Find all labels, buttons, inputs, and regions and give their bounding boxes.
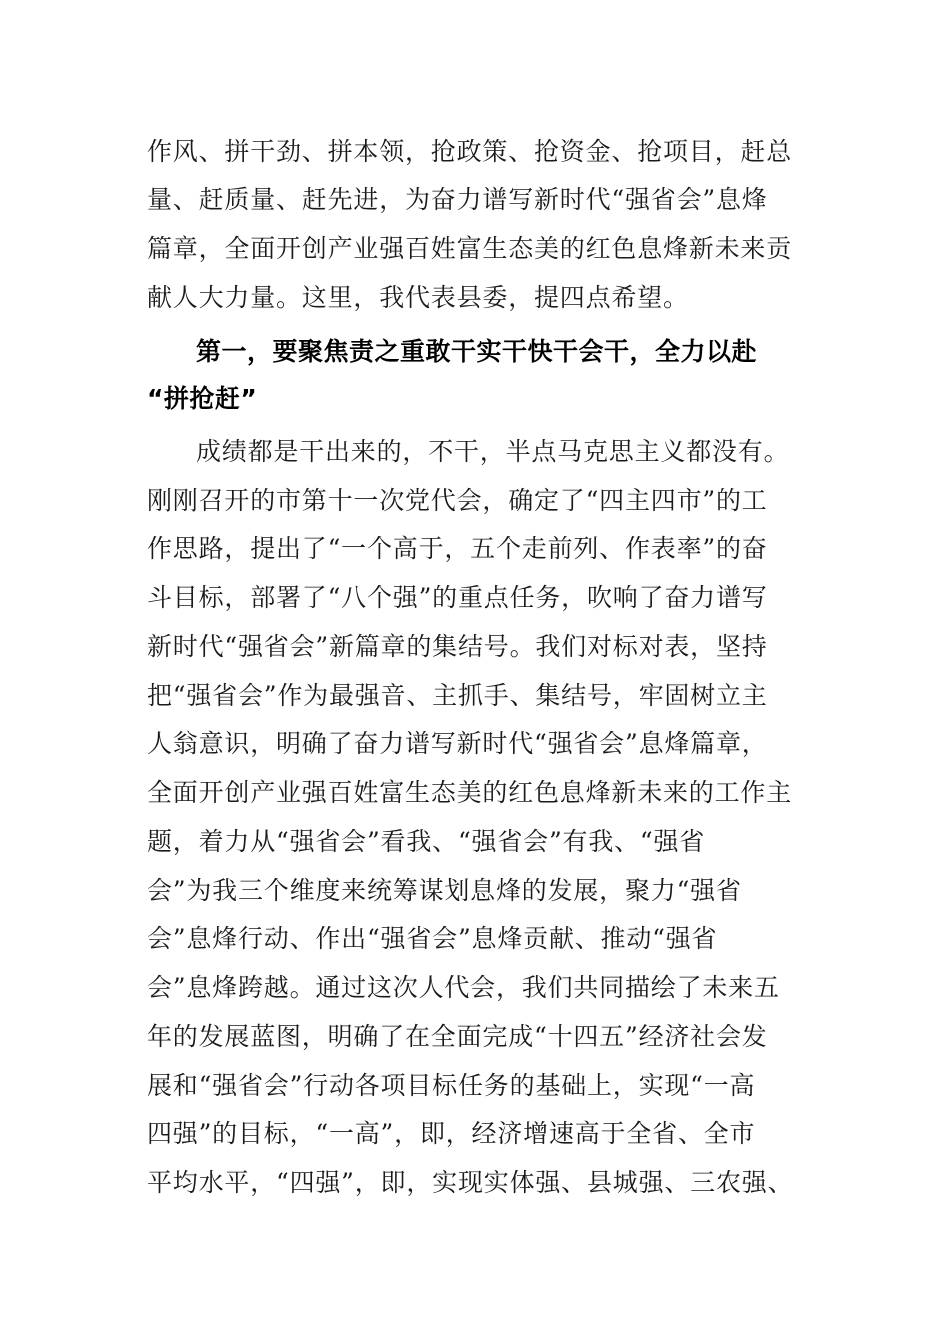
body-line-7: 人翁意识，明确了奋力谱写新时代“强省会”息烽篇章， [147,729,768,758]
body-line-1: 成绩都是干出来的，不干，半点马克思主义都没有。 [196,437,790,466]
body-line-4: 斗目标，部署了“八个强”的重点任务，吹响了奋力谱写 [147,583,768,612]
section-heading-line-2: “拼抢赶” [147,384,258,413]
body-line-10: 会”为我三个维度来统筹谋划息烽的发展，聚力“强省 [147,876,742,905]
intro-line-4: 献人大力量。这里，我代表县委，提四点希望。 [147,283,689,312]
body-line-15: 四强”的目标，“一高”，即，经济增速高于全省、全市 [147,1119,756,1148]
body-line-13: 年的发展蓝图，明确了在全面完成“十四五”经济社会发 [147,1022,768,1051]
body-line-11: 会”息烽行动、作出“强省会”息烽贡献、推动“强省 [147,924,718,953]
section-heading-line-1: 第一，要聚焦责之重敢干实干快干会干，全力以赴 [196,337,758,366]
body-line-2: 刚刚召开的市第十一次党代会，确定了“四主四市”的工 [147,486,768,515]
intro-line-2: 量、赶质量、赶先进，为奋力谱写新时代“强省会”息烽 [147,185,768,214]
body-line-9: 题，着力从“强省会”看我、“强省会”有我、“强省 [147,827,706,856]
intro-line-3: 篇章，全面开创产业强百姓富生态美的红色息烽新未来贡 [147,234,793,263]
intro-line-1: 作风、拼干劲、拼本领，抢政策、抢资金、抢项目，赶总 [147,137,793,166]
body-line-5: 新时代“强省会”新篇章的集结号。我们对标对表，坚持 [147,632,768,661]
body-line-12: 会”息烽跨越。通过这次人代会，我们共同描绘了未来五 [147,973,780,1002]
body-line-6: 把“强省会”作为最强音、主抓手、集结号，牢固树立主 [147,681,768,710]
body-line-3: 作思路，提出了“一个高于，五个走前列、作表率”的奋 [147,534,768,563]
body-line-16: 平均水平，“四强”，即，实现实体强、县城强、三农强、 [147,1168,794,1197]
body-line-14: 展和“强省会”行动各项目标任务的基础上，实现“一高 [147,1071,756,1100]
body-line-8: 全面开创产业强百姓富生态美的红色息烽新未来的工作主 [147,778,793,807]
